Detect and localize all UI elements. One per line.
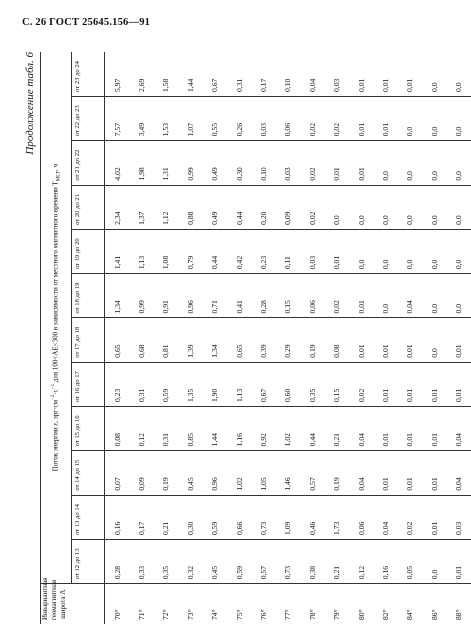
value-cell: 0,02	[325, 274, 349, 318]
column-header: от 17 до 18	[72, 318, 105, 362]
value-cell: 0,41	[227, 274, 251, 318]
latitude-cell: 77°	[276, 584, 300, 624]
value-cell: 0,0	[422, 141, 446, 185]
value-cell: 1,58	[161, 78, 171, 92]
value-cell: 0,0	[373, 274, 397, 318]
value-cell: 0,0	[398, 141, 422, 185]
value-cell: 0,0	[398, 229, 422, 273]
value-cell: 0,45	[178, 451, 202, 495]
value-cell: 0,59	[227, 539, 251, 583]
value-cell: 0,23	[251, 229, 275, 273]
value-cell: 0,06	[349, 495, 373, 539]
rotated-table-area	[20, 52, 464, 624]
value-cell: 0,04	[398, 274, 422, 318]
value-cell: 0,05	[398, 539, 422, 583]
value-cell: 2,34	[105, 185, 130, 229]
value-cell: 1,13	[129, 229, 153, 273]
value-cell: 0,01	[349, 318, 373, 362]
value-cell: 0,08	[325, 318, 349, 362]
value-cell: 4,02	[105, 141, 130, 185]
value-cell: 0,0	[454, 82, 464, 92]
flux-header-mid1: ·с	[50, 389, 59, 395]
table-row	[422, 52, 446, 624]
table-row	[129, 52, 153, 624]
column-header: от 13 до 14	[72, 495, 105, 539]
value-cell: 0,17	[259, 78, 269, 92]
flux-header-suffix: , ч	[50, 164, 59, 172]
table-row	[203, 52, 227, 624]
value-cell: 0,03	[300, 229, 324, 273]
value-cell: 0,96	[203, 451, 227, 495]
value-cell: 0,88	[178, 185, 202, 229]
value-cell: 0,0	[446, 185, 470, 229]
value-cell: 0,03	[446, 495, 470, 539]
flux-header-prefix: Поток энергии ε, эрг·см	[50, 399, 59, 472]
value-cell: 1,13	[227, 362, 251, 406]
value-cell: 0,0	[422, 274, 446, 318]
value-cell: 0,01	[373, 407, 397, 451]
value-cell: 0,42	[227, 229, 251, 273]
value-cell: 0,19	[154, 451, 178, 495]
value-cell: 0,16	[373, 539, 397, 583]
table-row	[325, 52, 349, 624]
value-cell: 0,04	[373, 495, 397, 539]
value-cell: 3,49	[129, 96, 153, 140]
value-cell: 0,0	[446, 141, 470, 185]
value-cell: 0,0	[446, 274, 470, 318]
latitude-cell: 74°	[203, 584, 227, 624]
column-header: от 18 до 19	[72, 274, 105, 318]
value-cell: 0,29	[276, 318, 300, 362]
value-cell: 0,01	[373, 451, 397, 495]
value-cell: 0,01	[446, 318, 470, 362]
value-cell: 0,08	[105, 407, 130, 451]
value-cell: 0,0	[373, 185, 397, 229]
value-cell: 0,57	[251, 539, 275, 583]
value-cell: 0,0	[373, 229, 397, 273]
value-cell: 1,07	[178, 96, 202, 140]
value-cell: 1,05	[251, 451, 275, 495]
flux-header-exp2: −1	[50, 383, 56, 390]
latitude-cell: 70°	[105, 584, 130, 624]
value-cell: 0,01	[373, 318, 397, 362]
flux-header-mid2: для 100<AE<300 в зависимости от местного магнитного времени T	[50, 181, 59, 384]
latitude-cell: 86°	[422, 584, 446, 624]
value-cell: 1,16	[227, 407, 251, 451]
value-cell: 0,81	[154, 318, 178, 362]
value-cell: 0,01	[446, 362, 470, 406]
value-cell: 0,21	[154, 495, 178, 539]
value-cell: 0,03	[251, 96, 275, 140]
column-header: от 23 до 24	[72, 52, 105, 96]
table-row	[105, 52, 130, 624]
latitude-cell: 78°	[300, 584, 324, 624]
value-cell: 2,69	[137, 78, 147, 92]
value-cell: 0,30	[227, 141, 251, 185]
value-cell: 1,09	[276, 495, 300, 539]
value-cell: 0,01	[349, 274, 373, 318]
value-cell: 0,57	[300, 451, 324, 495]
flux-header-subscript: MLT	[56, 171, 62, 182]
column-header: от 12 до 13	[72, 539, 105, 583]
value-cell: 0,65	[227, 318, 251, 362]
value-cell: 0,06	[300, 274, 324, 318]
value-cell: 0,02	[300, 96, 324, 140]
value-cell: 0,10	[251, 141, 275, 185]
column-header: от 21 до 22	[72, 141, 105, 185]
value-cell: 0,31	[234, 78, 244, 92]
value-cell: 0,04	[446, 407, 470, 451]
value-cell: 0,01	[349, 96, 373, 140]
value-cell: 0,01	[398, 451, 422, 495]
value-cell: 0,04	[349, 451, 373, 495]
value-cell: 0,17	[129, 495, 153, 539]
value-cell: 0,01	[373, 96, 397, 140]
value-cell: 0,68	[129, 318, 153, 362]
value-cell: 0,30	[178, 495, 202, 539]
value-cell: 0,03	[276, 141, 300, 185]
value-cell: 0,31	[154, 407, 178, 451]
value-cell: 0,66	[227, 495, 251, 539]
column-header: от 15 до 16	[72, 407, 105, 451]
value-cell: 0,38	[300, 539, 324, 583]
latitude-cell: 73°	[178, 584, 202, 624]
value-cell: 0,02	[325, 96, 349, 140]
value-cell: 0,01	[398, 407, 422, 451]
value-cell: 0,92	[251, 407, 275, 451]
value-cell: 0,0	[446, 96, 470, 140]
value-cell: 0,19	[300, 318, 324, 362]
value-cell: 0,09	[276, 185, 300, 229]
value-cell: 0,49	[203, 185, 227, 229]
value-cell: 0,99	[129, 274, 153, 318]
value-cell: 0,44	[203, 229, 227, 273]
flux-header	[41, 52, 72, 584]
value-cell: 0,01	[380, 78, 390, 92]
value-cell: 0,35	[154, 539, 178, 583]
value-cell: 0,01	[325, 141, 349, 185]
value-cell: 1,44	[203, 407, 227, 451]
latitude-cell: 82°	[373, 584, 397, 624]
value-cell: 0,28	[251, 274, 275, 318]
value-cell: 0,91	[154, 274, 178, 318]
value-cell: 0,85	[178, 407, 202, 451]
value-cell: 0,26	[227, 96, 251, 140]
value-cell: 1,53	[154, 96, 178, 140]
value-cell: 0,01	[405, 78, 415, 92]
value-cell: 0,0	[422, 185, 446, 229]
energy-flux-table	[40, 52, 471, 624]
value-cell: 0,03	[332, 78, 342, 92]
latitude-cell: 72°	[154, 584, 178, 624]
value-cell: 0,60	[276, 362, 300, 406]
value-cell: 0,0	[398, 185, 422, 229]
latitude-cell: 76°	[251, 584, 275, 624]
column-header: от 16 до 17	[72, 362, 105, 406]
value-cell: 0,04	[349, 407, 373, 451]
value-cell: 1,12	[154, 185, 178, 229]
value-cell: 0,0	[349, 185, 373, 229]
table-row	[276, 52, 300, 624]
value-cell: 0,01	[398, 318, 422, 362]
value-cell: 0,20	[251, 185, 275, 229]
latitude-cell: 79°	[325, 584, 349, 624]
value-cell: 1,37	[129, 185, 153, 229]
value-cell: 1,02	[227, 451, 251, 495]
value-cell: 0,44	[300, 407, 324, 451]
table-row	[154, 52, 178, 624]
value-cell: 0,28	[105, 539, 130, 583]
column-header-row	[72, 52, 105, 624]
table-row	[373, 52, 397, 624]
value-cell: 0,12	[129, 407, 153, 451]
latitude-cell: 75°	[227, 584, 251, 624]
value-cell: 0,01	[325, 229, 349, 273]
column-header: от 19 до 20	[72, 229, 105, 273]
table-row	[300, 52, 324, 624]
value-cell: 1,98	[129, 141, 153, 185]
value-cell: 0,01	[422, 362, 446, 406]
value-cell: 0,0	[429, 82, 439, 92]
value-cell: 0,0	[422, 318, 446, 362]
value-cell: 0,31	[129, 362, 153, 406]
value-cell: 1,02	[276, 407, 300, 451]
value-cell: 7,57	[105, 96, 130, 140]
value-cell: 0,21	[325, 539, 349, 583]
value-cell: 0,0	[325, 185, 349, 229]
column-header: от 14 до 15	[72, 451, 105, 495]
value-cell: 1,35	[178, 362, 202, 406]
value-cell: 0,02	[300, 141, 324, 185]
value-cell: 0,10	[283, 78, 293, 92]
value-cell: 0,0	[422, 96, 446, 140]
value-cell: 0,32	[178, 539, 202, 583]
value-cell: 0,35	[300, 362, 324, 406]
value-cell: 0,09	[129, 451, 153, 495]
value-cell: 0,0	[422, 229, 446, 273]
value-cell: 0,01	[422, 495, 446, 539]
value-cell: 0,01	[422, 407, 446, 451]
value-cell: 0,73	[276, 539, 300, 583]
value-cell: 0,39	[251, 318, 275, 362]
value-cell: 0,12	[349, 539, 373, 583]
value-cell: 0,0	[446, 229, 470, 273]
latitude-cell: 71°	[129, 584, 153, 624]
value-cell: 0,55	[203, 96, 227, 140]
value-cell: 0,15	[325, 362, 349, 406]
value-cell: 0,02	[349, 362, 373, 406]
value-cell: 0,0	[349, 229, 373, 273]
table-row	[227, 52, 251, 624]
value-cell: 1,46	[276, 451, 300, 495]
table-row	[349, 52, 373, 624]
value-cell: 0,67	[251, 362, 275, 406]
value-cell: 0,46	[300, 495, 324, 539]
table-body	[105, 52, 471, 624]
value-cell: 0,33	[129, 539, 153, 583]
value-cell: 0,15	[276, 274, 300, 318]
value-cell: 0,04	[446, 451, 470, 495]
value-cell: 0,04	[307, 78, 317, 92]
value-cell: 0,0	[373, 141, 397, 185]
value-cell: 0,49	[203, 141, 227, 185]
value-cell: 0,65	[105, 318, 130, 362]
value-cell: 0,23	[105, 362, 130, 406]
value-cell: 0,44	[227, 185, 251, 229]
value-cell: 0,0	[398, 96, 422, 140]
table-row	[178, 52, 202, 624]
page-header: С. 26 ГОСТ 25645.156—91	[22, 17, 151, 28]
value-cell: 0,67	[210, 78, 220, 92]
value-cell: 1,73	[325, 495, 349, 539]
value-cell: 1,34	[105, 274, 130, 318]
latitude-cell: 80°	[349, 584, 373, 624]
value-cell: 0,79	[178, 229, 202, 273]
value-cell: 0,19	[325, 451, 349, 495]
value-cell: 5,97	[112, 78, 122, 92]
value-cell: 0,96	[178, 274, 202, 318]
value-cell: 0,01	[349, 141, 373, 185]
rotated-table-content	[20, 52, 464, 624]
value-cell: 0,01	[446, 539, 470, 583]
value-cell: 1,41	[105, 229, 130, 273]
value-cell: 0,06	[276, 96, 300, 140]
table-row	[251, 52, 275, 624]
value-cell: 1,08	[154, 229, 178, 273]
value-cell: 0,45	[203, 539, 227, 583]
value-cell: 0,01	[422, 451, 446, 495]
value-cell: 1,44	[185, 78, 195, 92]
value-cell: 0,01	[398, 362, 422, 406]
value-cell: 0,01	[373, 362, 397, 406]
latitude-cell: 84°	[398, 584, 422, 624]
value-cell: 1,34	[203, 318, 227, 362]
table-header-row	[41, 52, 72, 624]
table-row	[446, 52, 470, 624]
value-cell: 0,21	[325, 407, 349, 451]
value-cell: 0,99	[178, 141, 202, 185]
value-cell: 0,16	[105, 495, 130, 539]
value-cell: 0,11	[276, 229, 300, 273]
value-cell: 0,01	[356, 78, 366, 92]
value-cell: 1,31	[154, 141, 178, 185]
value-cell: 1,39	[178, 318, 202, 362]
latitude-cell: 88°	[446, 584, 470, 624]
table-continuation-label: Продолжение табл. 6	[24, 52, 36, 155]
value-cell: 0,02	[300, 185, 324, 229]
value-cell: 0,07	[105, 451, 130, 495]
value-cell: 0,59	[203, 495, 227, 539]
column-header: от 20 до 21	[72, 185, 105, 229]
latitude-header: Инвариантная геомагнитная широта Λ	[41, 584, 105, 624]
column-header: от 22 до 23	[72, 96, 105, 140]
value-cell: 1,90	[203, 362, 227, 406]
flux-header-exp1: −2	[50, 394, 56, 400]
value-cell: 0,71	[203, 274, 227, 318]
table-row	[398, 52, 422, 624]
value-cell: 0,02	[398, 495, 422, 539]
value-cell: 0,59	[154, 362, 178, 406]
value-cell: 0,0	[422, 539, 446, 583]
value-cell: 0,73	[251, 495, 275, 539]
